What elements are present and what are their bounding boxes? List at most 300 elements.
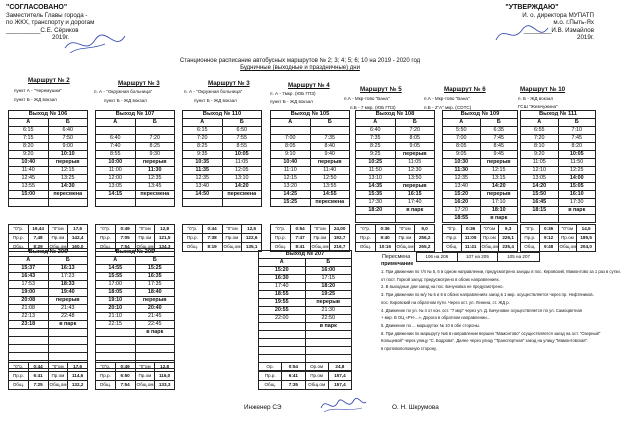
time-cell: 8:25 xyxy=(135,143,175,151)
approval-right-line: 2019г. xyxy=(577,34,594,42)
time-cell xyxy=(9,199,49,207)
stats-label: Общ.ом xyxy=(305,381,328,390)
stats-row xyxy=(356,234,435,243)
stats-label: Пр.р. xyxy=(356,234,376,243)
time-cell: 20:08 xyxy=(9,297,49,305)
table-row xyxy=(96,313,175,321)
table-row xyxy=(9,159,88,167)
table-row xyxy=(96,345,175,353)
time-cell: 11:35 xyxy=(183,167,223,175)
time-cell: 10:40 xyxy=(9,159,49,167)
time-cell: 12:10 xyxy=(521,167,559,175)
table-row xyxy=(271,151,350,159)
time-cell: 7:35 xyxy=(356,135,396,143)
stats-value: 14,5 xyxy=(577,225,596,234)
stats-label: "0"ом xyxy=(135,225,155,234)
time-cell: перерыв xyxy=(135,297,175,305)
stats-row xyxy=(96,381,175,390)
stats-label: "0"ом xyxy=(135,363,155,372)
time-cell: 15:50 xyxy=(521,191,559,199)
time-cell: в парк xyxy=(558,207,596,215)
time-cell: 14:15 xyxy=(96,191,136,199)
stats-value: 7:54 xyxy=(115,243,135,252)
table-row xyxy=(9,273,88,281)
table-row xyxy=(9,313,88,321)
time-cell: 8:20 xyxy=(9,143,49,151)
table-row xyxy=(356,151,435,159)
schedule-table-title: Выход № 207 xyxy=(259,251,352,259)
time-cell: 7:40 xyxy=(96,143,136,151)
stats-row xyxy=(271,225,350,234)
time-cell: 11:05 xyxy=(222,159,262,167)
time-cell: 11:40 xyxy=(9,167,49,175)
table-row xyxy=(521,127,596,135)
table-row xyxy=(521,135,596,143)
table-row xyxy=(356,215,435,223)
time-cell xyxy=(96,127,136,135)
time-cell xyxy=(271,127,311,135)
stats-table xyxy=(182,224,262,252)
schedule-table-title: Выход № 109 xyxy=(443,111,518,119)
time-cell: 16:45 xyxy=(521,199,559,207)
table-row xyxy=(259,307,352,315)
route-sub2: пункт Б - ЖД вокзал xyxy=(194,98,237,103)
stats-value: 7:35 xyxy=(282,381,305,390)
stats-row xyxy=(356,225,435,234)
time-cell xyxy=(395,215,435,223)
stats-value: 11:41 xyxy=(461,243,480,252)
time-cell xyxy=(48,199,88,207)
approval-right-head: "УТВЕРЖДАЮ" xyxy=(505,4,559,11)
table-row xyxy=(9,329,88,337)
time-cell: 17:10 xyxy=(480,199,518,207)
table-row xyxy=(356,135,435,143)
stats-row xyxy=(356,243,435,252)
stats-value: 226,1 xyxy=(499,234,518,243)
time-cell: 7:20 xyxy=(135,135,175,143)
stats-value: 7:05 xyxy=(115,234,135,243)
stats-table xyxy=(95,362,175,390)
time-cell xyxy=(305,331,352,339)
stats-value: 11:05 xyxy=(461,234,480,243)
stats-label: Пр.ом xyxy=(305,372,328,381)
stats-label: Пр.ом xyxy=(48,372,68,381)
signature-engineer-scribble xyxy=(318,392,368,418)
time-cell: 8:40 xyxy=(310,143,350,151)
stats-value: 0:44 xyxy=(28,363,48,372)
table-row xyxy=(96,321,175,329)
table-row xyxy=(96,329,175,337)
stats-label: Пр.ом xyxy=(395,234,415,243)
time-cell: 18:55 xyxy=(443,215,481,223)
table-row xyxy=(443,207,518,215)
table-row xyxy=(259,275,352,283)
column-a-header: А xyxy=(96,257,136,265)
table-row xyxy=(271,191,350,199)
stats-value: 7:54 xyxy=(115,381,135,390)
column-b-header: Б xyxy=(135,257,175,265)
approval-left-line: Заместитель Главы города - xyxy=(6,11,88,19)
time-cell: 8:25 xyxy=(183,143,223,151)
route-header-7 xyxy=(520,86,565,93)
schedule-table xyxy=(8,110,88,207)
time-cell: 20:10 xyxy=(96,305,136,313)
time-cell: 14:30 xyxy=(48,183,88,191)
schedule-table-title: Выход № 110 xyxy=(183,111,262,119)
table-row xyxy=(9,191,88,199)
table-row xyxy=(259,331,352,339)
route-sub1: п. А - "Окружная больница" xyxy=(184,89,243,94)
route-sub2: пункт Б - ЖД вокзал xyxy=(270,99,313,104)
stats-value: 0:36 xyxy=(539,225,558,234)
time-cell: 22:45 xyxy=(135,321,175,329)
stats-label: Общ.ом xyxy=(395,243,415,252)
peresmena-item: 107 на 205 xyxy=(457,253,498,262)
time-cell xyxy=(135,337,175,345)
schedule-table xyxy=(95,110,175,207)
stats-label: Общ.ом xyxy=(48,243,68,252)
stats-label: Пр.р. xyxy=(271,234,291,243)
time-cell: 18:20 xyxy=(305,283,352,291)
time-cell: 6:50 xyxy=(222,127,262,135)
table-row xyxy=(9,135,88,143)
stats-value: 6:41 xyxy=(282,372,305,381)
column-b-header: Б xyxy=(48,119,88,127)
table-row xyxy=(96,273,175,281)
time-cell: 11:10 xyxy=(271,167,311,175)
stats-value: 24,8 xyxy=(328,363,351,372)
time-cell: 20:55 xyxy=(259,307,306,315)
table-row xyxy=(521,143,596,151)
time-cell: 8:10 xyxy=(521,143,559,151)
time-cell: пересмена xyxy=(48,191,88,199)
time-cell: 21:10 xyxy=(96,313,136,321)
time-cell: 19:55 xyxy=(259,299,306,307)
time-cell: 17:53 xyxy=(9,281,49,289)
time-cell: 16:15 xyxy=(395,191,435,199)
time-cell: 13:05 xyxy=(521,175,559,183)
time-cell: 19:40 xyxy=(48,289,88,297)
column-a-header: А xyxy=(9,257,49,265)
time-cell: 13:40 xyxy=(443,183,481,191)
stats-label: "0"р. xyxy=(96,225,116,234)
time-cell: 12:35 xyxy=(183,175,223,183)
stats-label: Общ.ом xyxy=(558,243,577,252)
time-cell: 10:10 xyxy=(48,151,88,159)
stats-value: 216,7 xyxy=(330,243,350,252)
stats-label: "0"р. xyxy=(96,363,116,372)
table-row xyxy=(259,299,352,307)
stats-value: 122,6 xyxy=(242,234,262,243)
time-cell: 8:45 xyxy=(480,143,518,151)
schedule-table-title: Выход № 105 xyxy=(271,111,350,119)
stats-value: 19,44 xyxy=(28,225,48,234)
time-cell: 10:40 xyxy=(271,159,311,167)
time-cell: 18:10 xyxy=(480,207,518,215)
schedule-table-title: Выход № 111 xyxy=(521,111,596,119)
stats-label: "0"р. xyxy=(443,225,462,234)
stats-label: Пр.р. xyxy=(9,234,29,243)
stats-value: 12,8 xyxy=(155,225,175,234)
stats-value: 8:29 xyxy=(28,243,48,252)
time-cell: 16:30 xyxy=(259,275,306,283)
time-cell: 18:20 xyxy=(356,207,396,215)
table-row xyxy=(271,127,350,135)
schedule-table xyxy=(442,110,518,223)
time-cell xyxy=(135,345,175,353)
stats-table xyxy=(270,224,350,252)
time-cell: в парк xyxy=(135,329,175,337)
note-line: 5. Движение по ... маршрутах № 10 в обе стороны. xyxy=(381,322,480,328)
stats-value: 189,5 xyxy=(577,234,596,243)
stats-label: Общ. xyxy=(443,243,462,252)
time-cell: в парк xyxy=(305,323,352,331)
schedule-table xyxy=(270,110,350,207)
time-cell: 17:40 xyxy=(395,199,435,207)
schedule-table xyxy=(182,110,262,207)
time-cell xyxy=(356,215,396,223)
table-row xyxy=(259,315,352,323)
time-cell: 15:20 xyxy=(443,191,481,199)
note-line: в противоположную сторону. xyxy=(381,346,437,352)
time-cell xyxy=(259,331,306,339)
time-cell: 8:05 xyxy=(271,143,311,151)
time-cell: 11:05 xyxy=(521,159,559,167)
stats-label: Пр.р. xyxy=(96,234,116,243)
time-cell: 7:00 xyxy=(443,135,481,143)
table-row xyxy=(96,337,175,345)
time-cell: 13:50 xyxy=(395,175,435,183)
stats-label: "0"р. xyxy=(271,225,291,234)
stats-label: Общ. xyxy=(183,243,203,252)
time-cell: в парк xyxy=(395,207,435,215)
table-row xyxy=(9,297,88,305)
time-cell xyxy=(135,127,175,135)
peresmena-note-label: примечание xyxy=(381,261,414,267)
table-row xyxy=(9,175,88,183)
stats-label: "0"ом xyxy=(222,225,242,234)
peresmena-item: 106 на 206 xyxy=(417,253,458,262)
time-cell xyxy=(48,353,88,361)
time-cell: 7:35 xyxy=(310,135,350,143)
time-cell: 19:10 xyxy=(96,297,136,305)
schedule-table xyxy=(95,248,175,369)
time-cell: перерыв xyxy=(480,191,518,199)
time-cell: 7:10 xyxy=(558,127,596,135)
time-cell: 15:05 xyxy=(558,183,596,191)
time-cell: 6:35 xyxy=(480,127,518,135)
time-cell: 7:20 xyxy=(183,135,223,143)
table-row xyxy=(9,321,88,329)
stats-label: Пр.ом xyxy=(480,234,499,243)
stats-value: 12,8 xyxy=(155,363,175,372)
time-cell: 21:43 xyxy=(48,305,88,313)
stats-label: "0"р. xyxy=(9,363,29,372)
time-cell: 9:05 xyxy=(395,143,435,151)
stats-row xyxy=(96,372,175,381)
table-row xyxy=(96,143,175,151)
stats-table xyxy=(8,362,88,390)
table-row xyxy=(521,207,596,215)
approval-left-line: __________С.Е. Сёриков xyxy=(6,26,79,34)
time-cell: 6:15 xyxy=(9,127,49,135)
table-row xyxy=(271,175,350,183)
table-row xyxy=(356,167,435,175)
stats-label: Общ. xyxy=(259,381,282,390)
time-cell: 8:55 xyxy=(96,151,136,159)
table-row xyxy=(443,175,518,183)
table-row xyxy=(96,135,175,143)
time-cell: 7:45 xyxy=(558,135,596,143)
peresmena-table xyxy=(416,252,540,262)
time-cell: 6:40 xyxy=(48,127,88,135)
route-header-1 xyxy=(28,77,70,84)
time-cell xyxy=(259,323,306,331)
time-cell: 21:30 xyxy=(305,307,352,315)
table-row xyxy=(271,183,350,191)
time-cell: 8:25 xyxy=(356,143,396,151)
table-row xyxy=(183,191,262,199)
table-row xyxy=(9,337,88,345)
stats-label: "0"ом xyxy=(48,363,68,372)
time-cell: 11:50 xyxy=(356,167,396,175)
column-a-header: А xyxy=(443,119,481,127)
route-sub2: ГСШ "Жемчужина" xyxy=(518,104,558,109)
time-cell: 11:50 xyxy=(558,159,596,167)
table-row xyxy=(9,167,88,175)
time-cell: 10:25 xyxy=(356,159,396,167)
table-row xyxy=(183,175,262,183)
column-b-header: Б xyxy=(222,119,262,127)
time-cell: 12:25 xyxy=(558,167,596,175)
table-row xyxy=(521,215,596,223)
table-row xyxy=(183,135,262,143)
stats-row xyxy=(259,381,352,390)
table-row xyxy=(443,167,518,175)
approval-right-line: ________И.В. Измайлов xyxy=(523,26,594,34)
signature-name: О. Н. Шкрумова xyxy=(392,404,439,411)
time-cell: 9:05 xyxy=(443,151,481,159)
stats-label: Пр.р. xyxy=(183,234,203,243)
table-row xyxy=(96,353,175,361)
time-cell: 13:20 xyxy=(271,183,311,191)
time-cell: 13:55 xyxy=(9,183,49,191)
time-cell: 14:55 xyxy=(310,191,350,199)
table-row xyxy=(443,183,518,191)
table-row xyxy=(9,183,88,191)
stats-label: Ор.ом xyxy=(305,363,328,372)
route-sub1: пункт А - "Черемушки" xyxy=(14,88,62,93)
stats-value: 12,5 xyxy=(242,225,262,234)
stats-row xyxy=(96,363,175,372)
time-cell: 15:37 xyxy=(9,265,49,273)
stats-value: 116,0 xyxy=(155,372,175,381)
table-row xyxy=(356,159,435,167)
table-row xyxy=(9,353,88,361)
stats-value: 9,3 xyxy=(499,225,518,234)
time-cell: 7:00 xyxy=(271,135,311,143)
table-row xyxy=(356,143,435,151)
stats-row xyxy=(521,234,596,243)
time-cell xyxy=(310,127,350,135)
table-row xyxy=(96,265,175,273)
time-cell: 17:30 xyxy=(558,199,596,207)
time-cell xyxy=(96,345,136,353)
stats-value: 7,48 xyxy=(28,234,48,243)
route-sub2: п.Б - 7 мкр. (ЮБ ГПЗ) xyxy=(350,105,396,110)
column-a-header: А xyxy=(96,119,136,127)
stats-value: 192,7 xyxy=(330,234,350,243)
stats-label: "0"р. xyxy=(521,225,540,234)
time-cell xyxy=(48,329,88,337)
stats-value: 9,0 xyxy=(415,225,435,234)
stats-row xyxy=(443,225,518,234)
table-row xyxy=(259,339,352,347)
time-cell xyxy=(9,337,49,345)
time-cell: 13:10 xyxy=(222,175,262,183)
note-line: от пост. Горкой заезд: предусмотрено в обоих направлениях. xyxy=(381,276,500,282)
time-cell: в парк xyxy=(48,321,88,329)
stats-value: 0:36 xyxy=(461,225,480,234)
stats-label: "0"ом xyxy=(558,225,577,234)
route-header-2 xyxy=(118,80,160,87)
stats-label: "0"р. xyxy=(9,225,29,234)
table-row xyxy=(96,151,175,159)
time-cell: в парк xyxy=(480,215,518,223)
time-cell: 17:15 xyxy=(305,275,352,283)
table-row xyxy=(521,167,596,175)
schedule-table-title: Выход № 106 xyxy=(9,111,88,119)
stats-label: "0"ом xyxy=(480,225,499,234)
time-cell: 7:55 xyxy=(222,135,262,143)
time-cell: 9:30 xyxy=(135,151,175,159)
time-cell: 17:00 xyxy=(96,281,136,289)
time-cell: 13:15 xyxy=(480,175,518,183)
stats-label: Общ.ом xyxy=(310,243,330,252)
stats-value: 0:49 xyxy=(115,225,135,234)
stats-value: 8:41 xyxy=(290,243,310,252)
time-cell: 8:05 xyxy=(395,135,435,143)
time-cell: 7:50 xyxy=(48,135,88,143)
time-cell: 23:18 xyxy=(9,321,49,329)
route-name: Маршрут № 3 xyxy=(208,80,250,87)
time-cell: 14:20 xyxy=(222,183,262,191)
stats-value: 0:36 xyxy=(375,225,395,234)
stats-value: 134,3 xyxy=(155,243,175,252)
note-line: пос. Кировский на обратном пути. Через ост. ул. Ленина, ст. ЖД р. xyxy=(381,299,510,305)
table-row xyxy=(9,345,88,353)
time-cell: 17:20 xyxy=(443,207,481,215)
time-cell xyxy=(96,329,136,337)
time-cell: 15:35 xyxy=(356,191,396,199)
signature-role: Инженер СЭ xyxy=(244,404,282,411)
time-cell: 12:15 xyxy=(480,167,518,175)
table-row xyxy=(96,159,175,167)
stats-label: Пр.р. xyxy=(443,234,462,243)
stats-value: 17,6 xyxy=(68,225,88,234)
stats-value: 132,2 xyxy=(68,381,88,390)
stats-label: Общ. xyxy=(521,243,540,252)
stats-label: Пр.р. xyxy=(96,372,116,381)
stats-value: 24,00 xyxy=(330,225,350,234)
stats-label: Общ. xyxy=(271,243,291,252)
column-a-header: А xyxy=(356,119,396,127)
table-row xyxy=(96,297,175,305)
stats-label: Пр.р. xyxy=(521,234,540,243)
time-cell: 12:30 xyxy=(395,167,435,175)
approval-left-line: по ЖКХ, транспорту и дорогам xyxy=(6,19,95,27)
stats-value: 157,4 xyxy=(328,381,351,390)
